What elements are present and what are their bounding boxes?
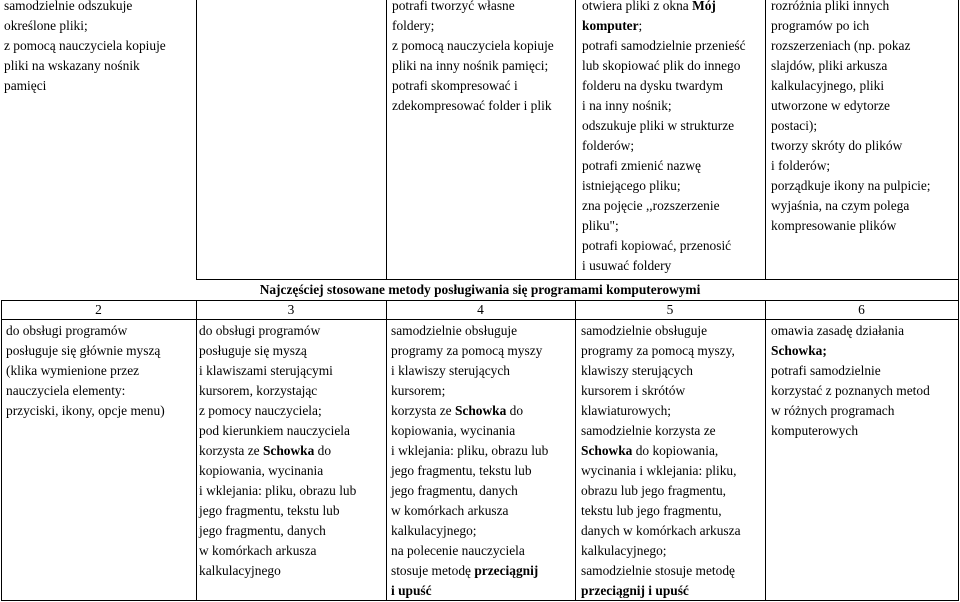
cell-line: potrafi samodzielnie xyxy=(771,363,881,378)
section-heading-text: Najczęściej stosowane metody posługiwania się programami komputerowymi xyxy=(259,282,701,297)
table-rule xyxy=(765,0,766,279)
table-rule xyxy=(575,0,576,279)
cell-line: do obsługi programów xyxy=(6,323,128,338)
cell-line: rozróżnia pliki innych xyxy=(771,0,890,13)
text-run: otwiera pliki z okna xyxy=(582,0,693,13)
cell-line: w komórkach arkusza xyxy=(391,503,509,518)
cell-line: kalkulacyjnego xyxy=(199,563,281,578)
cell-line: tekstu lub jego fragmentu, xyxy=(581,503,722,518)
cell-line: wycinania i wklejania: pliku, xyxy=(581,463,737,478)
cell-line: i wklejania: pliku, obrazu lub xyxy=(391,443,549,458)
cell-line: kalkulacyjnego, pliki xyxy=(771,78,885,93)
assessment-table xyxy=(1,0,959,601)
cell-top-col4 xyxy=(582,0,764,276)
cell-line: tworzy skróty do plików xyxy=(771,138,903,153)
cell-line: folderu na dysku twardym xyxy=(582,78,723,93)
cell-line: (klika wymienione przez xyxy=(6,363,140,378)
text-run: korzysta ze xyxy=(199,443,263,458)
cell-top-col2 xyxy=(4,0,194,96)
cell-line: omawia zasadę działania xyxy=(771,323,905,338)
cell-line: postaci); xyxy=(771,118,818,133)
cell-line: potrafi tworzyć własne xyxy=(392,0,515,13)
cell-line: danych w komórkach arkusza xyxy=(581,523,741,538)
table-rule xyxy=(1,319,959,320)
cell-line: z pomocy nauczyciela; xyxy=(199,403,322,418)
cell-line: samodzielnie stosuje metodę xyxy=(581,563,735,578)
text-run: do xyxy=(314,443,332,458)
cell-line: folderów; xyxy=(582,138,635,153)
cell-bottom-col3 xyxy=(199,321,384,581)
cell-top-col5 xyxy=(771,0,957,236)
cell-line: potrafi samodzielnie przenieść xyxy=(582,38,746,53)
cell-line: jego fragmentu, danych xyxy=(391,483,518,498)
cell-line: na polecenie nauczyciela xyxy=(391,543,525,558)
cell-line: klawiszy sterujących xyxy=(581,363,693,378)
cell-line: kursorem i skrótów xyxy=(581,383,686,398)
cell-line: samodzielnie korzysta ze xyxy=(581,423,716,438)
cell-line: pliku"; xyxy=(582,218,619,233)
cell-line: pliki na inny nośnik pamięci; xyxy=(392,58,549,73)
column-number: 6 xyxy=(858,302,865,317)
column-number: 2 xyxy=(95,302,102,317)
cell-line: klawiaturowych; xyxy=(581,403,671,418)
cell-line: komputerowych xyxy=(771,423,859,438)
section-heading xyxy=(1,280,959,300)
cell-line: samodzielnie odszukuje xyxy=(4,0,133,13)
column-number: 4 xyxy=(477,302,484,317)
table-rule xyxy=(575,300,576,601)
cell-bottom-col2 xyxy=(6,321,194,421)
cell-line: i klawiszami sterującymi xyxy=(199,363,333,378)
cell-line: kopiowania, wycinania xyxy=(391,423,516,438)
cell-line: z pomocą nauczyciela kopiuje xyxy=(4,38,166,53)
cell-line: zna pojęcie ,,rozszerzenie xyxy=(582,198,720,213)
cell-bottom-col6 xyxy=(771,321,957,441)
cell-line: w różnych programach xyxy=(771,403,895,418)
column-number: 5 xyxy=(666,302,674,317)
cell-line: określone pliki; xyxy=(4,18,88,33)
cell-line xyxy=(582,0,764,16)
cell-line: korzystać z poznanych metod xyxy=(771,383,930,398)
bold-term: przeciągnij xyxy=(474,563,539,578)
cell-line: kursorem; xyxy=(391,383,446,398)
cell-line: i usuwać foldery xyxy=(582,258,672,273)
cell-line: zdekompresować folder i plik xyxy=(392,98,552,113)
cell-line: odszukuje pliki w strukturze xyxy=(582,118,735,133)
cell-bottom-col4 xyxy=(391,321,574,601)
bold-term: i upuść xyxy=(391,583,432,598)
cell-line: programy za pomocą myszy, xyxy=(581,343,735,358)
cell-line: kompresowanie plików xyxy=(771,218,897,233)
cell-line: z pomocą nauczyciela kopiuje xyxy=(392,38,554,53)
cell-line xyxy=(582,16,764,36)
cell-line: potrafi kopiować, przenosić xyxy=(582,238,732,253)
cell-bottom-col5 xyxy=(581,321,764,601)
cell-line: przyciski, ikony, opcje menu) xyxy=(6,403,165,418)
cell-line: jego fragmentu, danych xyxy=(199,523,326,538)
bold-term: Schowka xyxy=(262,443,315,458)
cell-line: istniejącego pliku; xyxy=(582,178,681,193)
table-rule xyxy=(196,0,197,279)
cell-line: nauczyciela elementy: xyxy=(6,383,126,398)
cell-line: kalkulacyjnego; xyxy=(391,523,477,538)
cell-line xyxy=(391,581,574,601)
cell-line xyxy=(199,441,384,461)
table-rule xyxy=(386,0,387,279)
cell-line xyxy=(581,441,764,461)
cell-line: kopiowania, wycinania xyxy=(199,463,324,478)
cell-line: wyjaśnia, na czym polega xyxy=(771,198,910,213)
cell-line: foldery; xyxy=(392,18,435,33)
cell-line: kalkulacyjnego; xyxy=(581,543,667,558)
table-rule xyxy=(386,300,387,601)
table-rule xyxy=(1,300,2,601)
cell-line: pliki na wskazany nośnik xyxy=(4,58,140,73)
cell-line xyxy=(391,401,574,421)
text-run: korzysta ze xyxy=(391,403,455,418)
cell-line: programy za pomocą myszy xyxy=(391,343,543,358)
cell-line: jego fragmentu, tekstu lub xyxy=(199,503,340,518)
cell-line: lub skopiować plik do innego xyxy=(582,58,741,73)
table-rule xyxy=(765,300,766,601)
cell-line: pamięci xyxy=(4,78,47,93)
cell-line: jego fragmentu, tekstu lub xyxy=(391,463,532,478)
table-rule xyxy=(196,300,197,601)
cell-line: utworzone w edytorze xyxy=(771,98,890,113)
cell-line xyxy=(581,581,764,601)
bold-term: Schowka xyxy=(454,403,507,418)
cell-line: posługuje się myszą xyxy=(199,343,307,358)
cell-line: pod kierunkiem nauczyciela xyxy=(199,423,350,438)
bold-term: Schowka; xyxy=(771,343,827,358)
cell-line: slajdów, pliki arkusza xyxy=(771,58,888,73)
text-run: do kopiowania, xyxy=(632,443,719,458)
bold-term: przeciągnij i upuść xyxy=(581,583,689,598)
bold-term: Schowka xyxy=(581,443,633,458)
table-rule xyxy=(958,0,959,601)
cell-line: samodzielnie obsługuje xyxy=(581,323,708,338)
cell-line: i klawiszy sterujących xyxy=(391,363,510,378)
cell-line: w komórkach arkusza xyxy=(199,543,317,558)
cell-line: samodzielnie obsługuje xyxy=(391,323,518,338)
cell-line: i folderów; xyxy=(771,158,831,173)
cell-line: i wklejania: pliku, obrazu lub xyxy=(199,483,357,498)
cell-line: potrafi skompresować i xyxy=(392,78,518,93)
bold-term: komputer xyxy=(582,18,639,33)
text-run: do xyxy=(506,403,524,418)
cell-line: porządkuje ikony na pulpicie; xyxy=(771,178,931,193)
text-run: ; xyxy=(638,18,643,33)
cell-line: programów po ich xyxy=(771,18,870,33)
bold-term: Mój xyxy=(692,0,716,13)
cell-line xyxy=(771,341,957,361)
column-number: 3 xyxy=(287,302,295,317)
text-run: stosuje metodę xyxy=(391,563,475,578)
cell-line: kursorem, korzystając xyxy=(199,383,318,398)
cell-line: posługuje się głównie myszą xyxy=(6,343,161,358)
cell-line: rozszerzeniach (np. pokaz xyxy=(771,38,911,53)
cell-line: potrafi zmienić nazwę xyxy=(582,158,701,173)
cell-top-col3 xyxy=(392,0,574,116)
cell-line: i na inny nośnik; xyxy=(582,98,672,113)
cell-line xyxy=(391,561,574,581)
cell-line: do obsługi programów xyxy=(199,323,321,338)
cell-line: obrazu lub jego fragmentu, xyxy=(581,483,727,498)
